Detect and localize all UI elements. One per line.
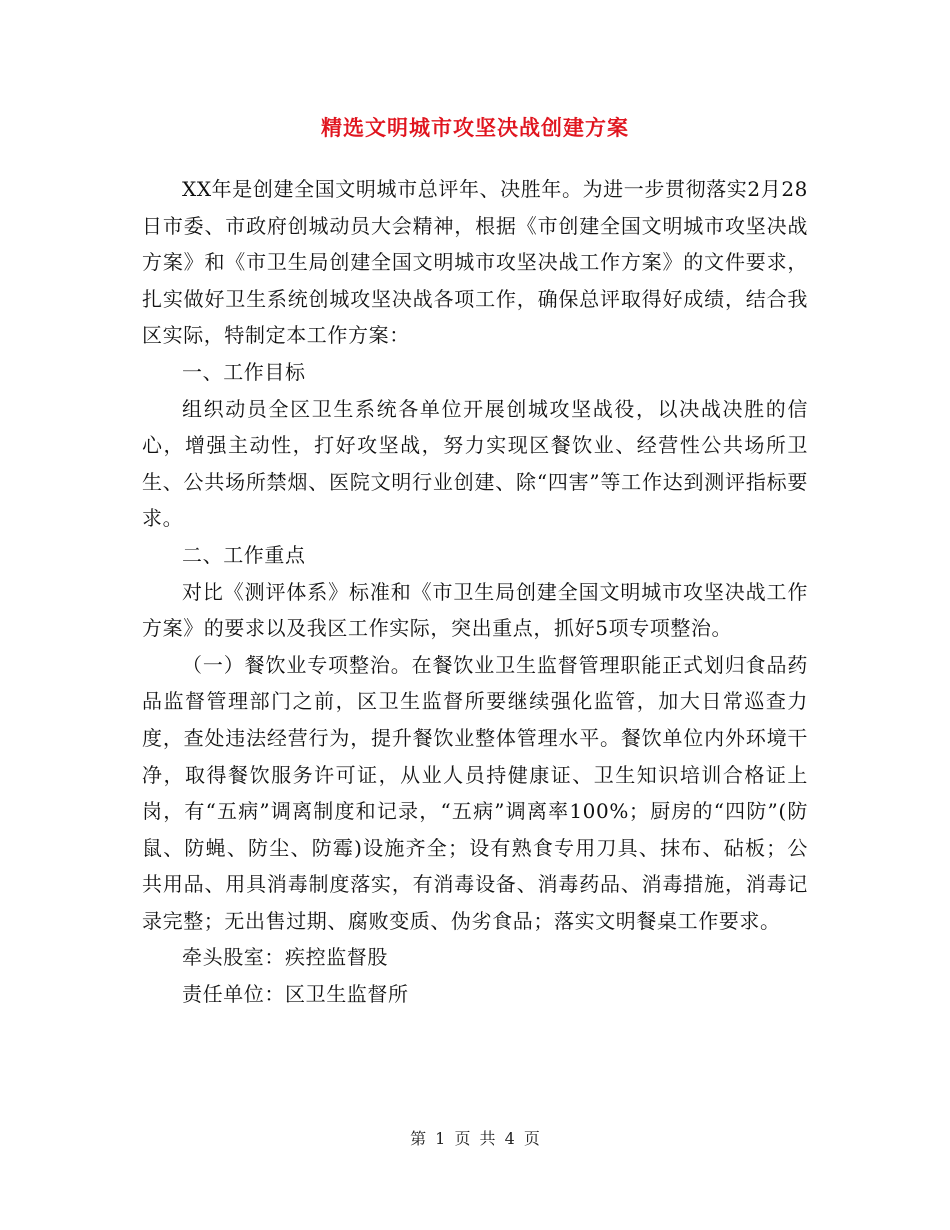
catering-paragraph: （一）餐饮业专项整治。在餐饮业卫生监督管理职能正式划归食品药品监督管理部门之前，区卫生监督所要继续强化监管，加大日常巡查力度，查处违法经营行为，提升餐饮业整体管理水平。餐饮单位内外环境干净，取得餐饮服务许可证，从业人员持健康证、卫生知识培训合格证上岗，有“五病”调离制度和记录，“五病”调离率100%；厨房的“四防”(防鼠、防蝇、防尘、防霉)设施齐全；设有熟食专用刀具、抹布、砧板；公共用品、用具消毒制度落实，有消毒设备、消毒药品、消毒措施，消毒记录完整；无出售过期、腐败变质、伪劣食品；落实文明餐桌工作要求。 bbox=[142, 652, 808, 933]
goals-paragraph: 组织动员全区卫生系统各单位开展创城攻坚战役，以决战决胜的信心，增强主动性，打好攻坚战，努力实现区餐饮业、经营性公共场所卫生、公共场所禁烟、医院文明行业创建、除“四害”等工作达到测评指标要求。 bbox=[142, 396, 808, 531]
document-title: 精选文明城市攻坚决战创建方案 bbox=[321, 115, 629, 140]
responsible-unit: 责任单位：区卫生监督所 bbox=[182, 982, 409, 1007]
section-heading-goals: 一、工作目标 bbox=[182, 359, 306, 384]
focus-paragraph: 对比《测评体系》标准和《市卫生局创建全国文明城市攻坚决战工作方案》的要求以及我区工作实际，突出重点，抓好5项专项整治。 bbox=[142, 579, 808, 641]
lead-department: 牵头股室：疾控监督股 bbox=[182, 945, 388, 970]
page-footer: 第 1 页 共 4 页 bbox=[410, 1129, 540, 1148]
document-body bbox=[142, 171, 808, 1013]
section-heading-focus: 二、工作重点 bbox=[182, 542, 306, 567]
intro-paragraph: XX年是创建全国文明城市总评年、决胜年。为进一步贯彻落实2月28日市委、市政府创城动员大会精神，根据《市创建全国文明城市攻坚决战方案》和《市卫生局创建全国文明城市攻坚决战工作方案》的文件要求，扎实做好卫生系统创城攻坚决战各项工作，确保总评取得好成绩，结合我区实际，特制定本工作方案： bbox=[142, 177, 808, 348]
